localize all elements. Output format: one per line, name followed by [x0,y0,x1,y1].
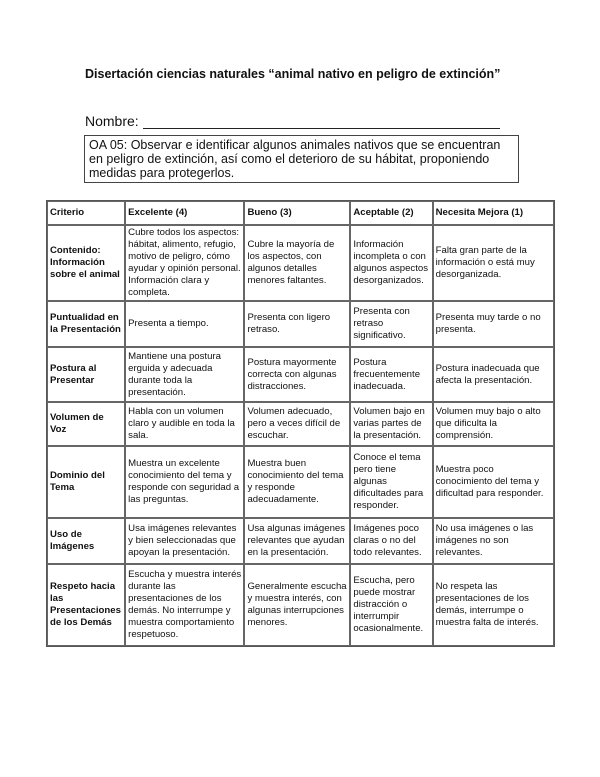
aceptable-cell: Postura frecuentemente inadecuada. [350,347,432,402]
name-blank-line[interactable] [143,113,500,129]
aceptable-cell: Volumen bajo en varias partes de la presentación. [350,402,432,446]
bueno-cell: Presenta con ligero retraso. [244,301,350,347]
aceptable-cell: Imágenes poco claras o no del todo relevantes. [350,518,432,564]
header-criterio: Criterio [47,201,125,225]
name-field-row [85,113,500,129]
mejora-cell: Postura inadecuada que afecta la presentación. [433,347,554,402]
table-row [47,347,554,402]
excelente-cell: Usa imágenes relevantes y bien seleccionadas que apoyan la presentación. [125,518,244,564]
objective-box: OA 05: Observar e identificar algunos animales nativos que se encuentran en peligro de extinción, así como el deterioro de su hábitat, proponiendo medidas para protegerlos. [84,135,519,183]
excelente-cell: Habla con un volumen claro y audible en toda la sala. [125,402,244,446]
mejora-cell: Presenta muy tarde o no presenta. [433,301,554,347]
aceptable-cell: Información incompleta o con algunos aspectos desorganizados. [350,225,432,301]
excelente-cell: Presenta a tiempo. [125,301,244,347]
aceptable-cell: Conoce el tema pero tiene algunas dificultades para responder. [350,446,432,518]
document-title: Disertación ciencias naturales “animal nativo en peligro de extinción” [85,67,501,81]
excelente-cell: Escucha y muestra interés durante las presentaciones de los demás. No interrumpe y muestra comportamiento respetuoso. [125,564,244,646]
mejora-cell: No usa imágenes o las imágenes no son relevantes. [433,518,554,564]
name-label: Nombre: [85,113,139,129]
excelente-cell: Muestra un excelente conocimiento del tema y responde con seguridad a las preguntas. [125,446,244,518]
excelente-cell: Cubre todos los aspectos: hábitat, alimento, refugio, motivo de peligro, cómo ayudar y opinión personal. Información clara y completa. [125,225,244,301]
criterio-cell: Respeto hacia las Presentaciones de los Demás [47,564,125,646]
bueno-cell: Usa algunas imágenes relevantes que ayudan en la presentación. [244,518,350,564]
excelente-cell: Mantiene una postura erguida y adecuada durante toda la presentación. [125,347,244,402]
criterio-cell: Contenido: Información sobre el animal [47,225,125,301]
bueno-cell: Cubre la mayoría de los aspectos, con algunos detalles menores faltantes. [244,225,350,301]
header-excelente: Excelente (4) [125,201,244,225]
table-row [47,301,554,347]
criterio-cell: Postura al Presentar [47,347,125,402]
mejora-cell: Volumen muy bajo o alto que dificulta la comprensión. [433,402,554,446]
bueno-cell: Muestra buen conocimiento del tema y responde adecuadamente. [244,446,350,518]
header-bueno: Bueno (3) [244,201,350,225]
criterio-cell: Dominio del Tema [47,446,125,518]
bueno-cell: Postura mayormente correcta con algunas distracciones. [244,347,350,402]
header-aceptable: Aceptable (2) [350,201,432,225]
table-row [47,402,554,446]
bueno-cell: Volumen adecuado, pero a veces difícil de escuchar. [244,402,350,446]
mejora-cell: Falta gran parte de la información o está muy desorganizada. [433,225,554,301]
table-row [47,446,554,518]
aceptable-cell: Presenta con retraso significativo. [350,301,432,347]
rubric-table [46,200,555,647]
rubric-header-row [47,201,554,225]
aceptable-cell: Escucha, pero puede mostrar distracción o interrumpir ocasionalmente. [350,564,432,646]
criterio-cell: Volumen de Voz [47,402,125,446]
table-row [47,518,554,564]
criterio-cell: Uso de Imágenes [47,518,125,564]
header-necesita-mejora: Necesita Mejora (1) [433,201,554,225]
criterio-cell: Puntualidad en la Presentación [47,301,125,347]
table-row [47,225,554,301]
bueno-cell: Generalmente escucha y muestra interés, con algunas interrupciones menores. [244,564,350,646]
table-row [47,564,554,646]
mejora-cell: No respeta las presentaciones de los demás, interrumpe o muestra falta de interés. [433,564,554,646]
mejora-cell: Muestra poco conocimiento del tema y dificultad para responder. [433,446,554,518]
